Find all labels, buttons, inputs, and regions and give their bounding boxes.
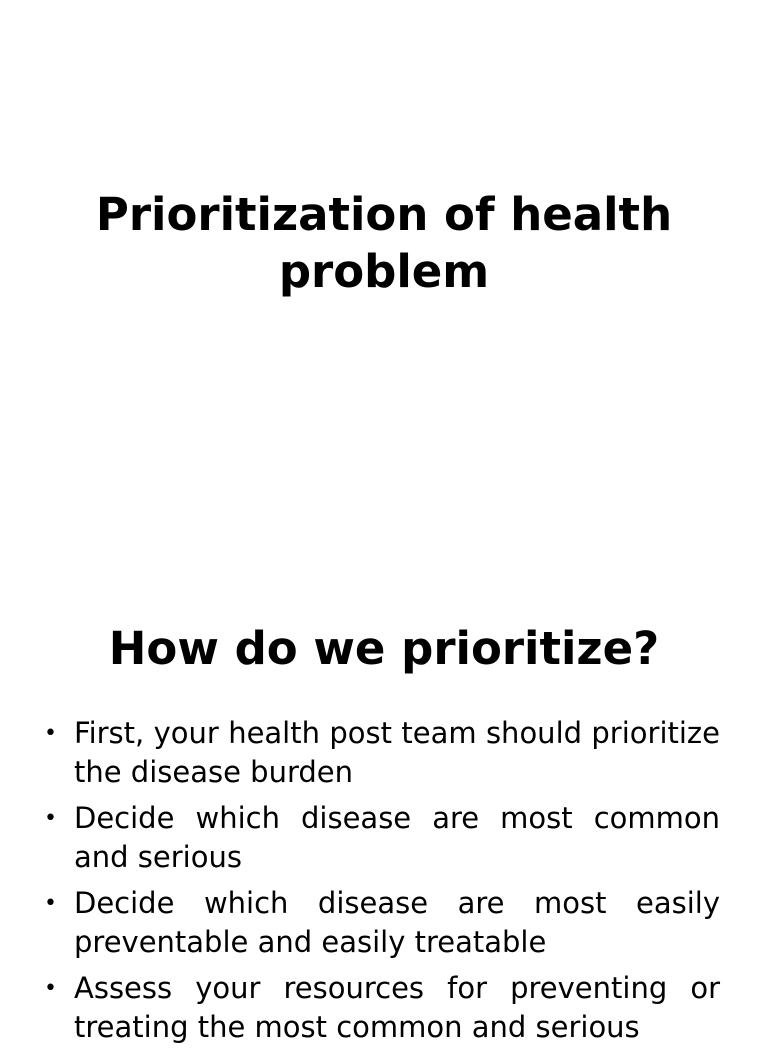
list-item: [44, 714, 720, 792]
list-item: [44, 799, 720, 877]
section-heading: How do we prioritize?: [108, 622, 660, 675]
bullet-icon: •: [44, 891, 57, 916]
list-item: [44, 969, 720, 1047]
bullet-text: Decide which disease are most easily preventable and easily treatable: [74, 886, 720, 959]
slide-title: Prioritization of health problem: [95, 188, 673, 298]
bullet-text: Assess your resources for preventing or treating the most common and serious: [74, 971, 720, 1044]
bullet-icon: •: [44, 976, 57, 1001]
bullet-icon: •: [44, 806, 57, 831]
bullet-text: Decide which disease are most common and serious: [74, 801, 720, 874]
bullet-icon: •: [44, 721, 57, 746]
bullet-list: [0, 714, 768, 1054]
bullet-text: First, your health post team should prioritize the disease burden: [74, 716, 720, 789]
list-item: [44, 884, 720, 962]
